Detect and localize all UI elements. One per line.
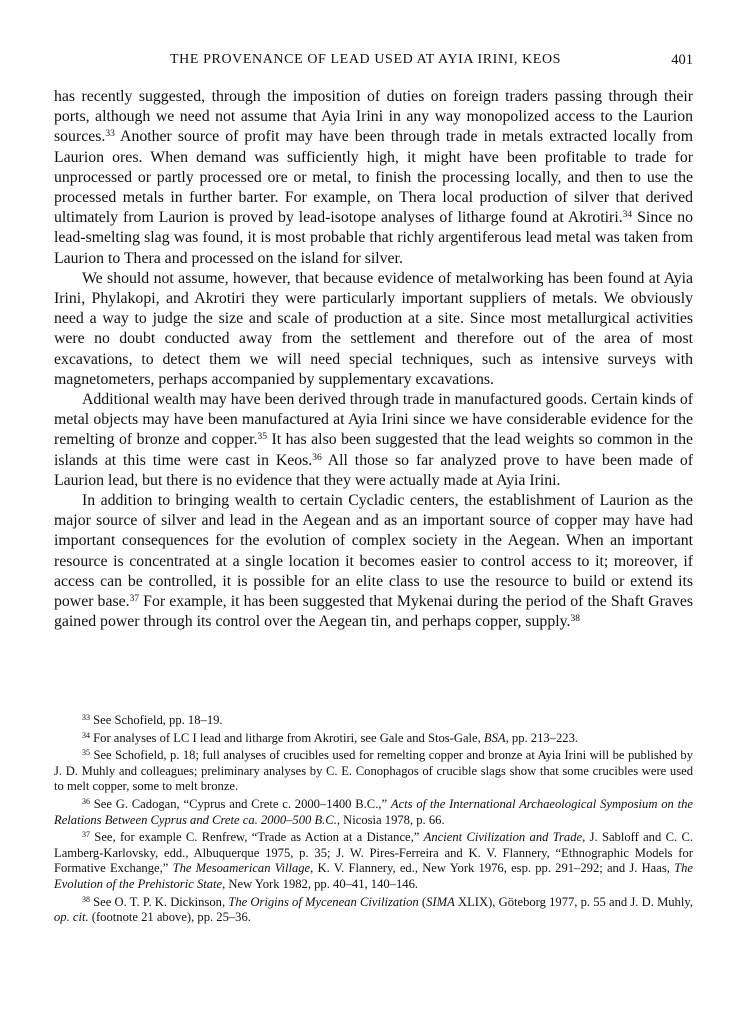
footnote-number: 37 [82, 830, 90, 840]
footnote-text: XLIX), Göteborg 1977, p. 55 and J. D. Muhly, [454, 894, 693, 909]
footnote-34 [54, 731, 693, 747]
paragraph-3 [54, 390, 693, 491]
footnote-37 [54, 830, 693, 892]
footnote-text: See Schofield, p. 18; full analyses of crucibles used for remelting copper and bronze at Ayia Irini will be published by J. D. Muhly and colleagues; preliminary analyses by C. E. Conophagos of crucible slags show that some crucibles were used to melt copper, some to melt bronze. [54, 748, 693, 794]
footnote-italic: Ancient Civilization and Trade [423, 830, 583, 845]
paragraph-2: We should not assume, however, that because evidence of metalworking has been found at Ayia Irini, Phylakopi, and Akrotiri they were particularly important suppliers of metals. We obviously need a way to judge the size and scale of production at a site. Since most metallurgical activities were no doubt conducted away from the settlement and therefore out of the area of most excavations, to detect them we will need special techniques, such as intensive surveys with magnetometers, perhaps accompanied by supplementary excavations. [54, 269, 693, 388]
footnote-text: , pp. 213–223. [505, 730, 579, 745]
footnote-35 [54, 748, 693, 795]
footnote-ref-36: 36 [312, 452, 322, 463]
paragraph-4 [54, 491, 693, 632]
paragraph-3-text-b: It has also been suggested that the lead weights so common in the islands at this time were cast in Keos. [54, 431, 693, 469]
footnote-38 [54, 895, 693, 926]
footnote-ref-33: 33 [105, 129, 115, 140]
footnote-text: See Schofield, pp. 18–19. [90, 713, 223, 727]
footnote-text: See G. Cadogan, “Cyprus and Crete c. 2000–1400 B.C.,” [90, 796, 391, 811]
footnote-text: , Nicosia 1978, p. 66. [336, 812, 445, 827]
paragraph-4-text-a: In addition to bringing wealth to certain Cycladic centers, the establishment of Laurion as the major source of silver and lead in the Aegean and as an important source of copper may have had important consequences for the evolution of complex society in the Aegean. When an important resource is concentrated at a single location it becomes easier to control access to it; moreover, if access can be controlled, it is possible for an elite class to use the resource to build or extend its power base. [54, 492, 693, 611]
footnote-36 [54, 797, 693, 828]
footnote-text: , K. V. Flannery, ed., New York 1976, esp. pp. 291–292; and J. Haas, [310, 861, 675, 876]
footnote-italic: The Evolution of the Prehistoric State [54, 861, 693, 891]
footnote-33 [54, 713, 693, 729]
footnote-number: 35 [82, 748, 90, 758]
footnote-ref-35: 35 [257, 432, 267, 443]
footnote-number: 38 [82, 894, 90, 904]
paragraph-1 [54, 87, 693, 269]
footnotes [54, 713, 693, 928]
footnote-number: 34 [82, 730, 90, 740]
page-number: 401 [671, 52, 693, 68]
footnote-ref-34: 34 [622, 210, 633, 221]
paragraph-1-text-c: Since no lead-smelting slag was found, it is most probable that richly argentiferous lead metal was taken from Laurion to Thera and processed on the island for silver. [54, 209, 694, 267]
footnote-italic: op. cit. [54, 910, 89, 925]
footnote-italic: The Origins of Mycenean Civilization [228, 894, 419, 909]
footnote-text: See O. T. P. K. Dickinson, [90, 894, 229, 909]
footnote-italic: The Mesoamerican Village [172, 861, 311, 876]
footnote-text: (footnote 21 above), pp. 25–36. [88, 910, 251, 925]
paragraph-3-text-c: All those so far analyzed prove to have been made of Laurion lead, but there is no evidence that they were actually made at Ayia Irini. [54, 451, 693, 489]
footnote-number: 33 [82, 713, 90, 722]
footnote-italic: BSA [483, 730, 506, 745]
paragraph-1-text-a: has recently suggested, through the imposition of duties on foreign traders passing through their ports, although we need not assume that Ayia Irini in any way monopolized access to the Laurion sources. [54, 88, 693, 146]
footnote-text: , J. Sabloff and C. C. Lamberg-Karlovsky, edd., Albuquerque 1975, p. 35; J. W. Pires-Ferreira and K. V. Flannery, “Ethnographic Models for Formative Exchange,” [54, 830, 693, 876]
paragraph-3-text-a: Additional wealth may have been derived through trade in manufactured goods. Certain kinds of metal objects may have been manufactured at Ayia Irini since we have considerable evidence for the remelting of bronze and copper. [54, 391, 693, 449]
footnote-number: 36 [82, 796, 90, 806]
running-title: THE PROVENANCE OF LEAD USED AT AYIA IRINI, KEOS [170, 52, 562, 67]
paragraph-4-text-b: For example, it has been suggested that Mykenai during the period of the Shaft Graves gained power through its control over the Aegean tin, and perhaps copper, supply. [54, 593, 694, 631]
footnote-ref-38: 38 [570, 614, 580, 625]
running-header [54, 52, 693, 72]
body-text [54, 87, 693, 632]
footnote-text: For analyses of LC I lead and litharge from Akrotiri, see Gale and Stos-Gale, [90, 730, 484, 745]
paragraph-1-text-b: Another source of profit may have been through trade in metals extracted locally from Laurion ores. When demand was sufficiently high, it might have been profitable to trade for unprocessed or partly processed ore or metal, to finish the processing locally, and then to use the processed metals in further barter. For example, on Thera local production of silver that derived ultimately from Laurion is proved by lead-isotope analyses of litharge found at Akrotiri. [54, 128, 693, 227]
footnote-text: See, for example C. Renfrew, “Trade as Action at a Distance,” [90, 830, 424, 845]
footnote-text: , New York 1982, pp. 40–41, 140–146. [222, 876, 419, 891]
footnote-italic: SIMA [426, 894, 455, 909]
footnote-ref-37: 37 [129, 594, 140, 605]
footnote-italic: Acts of the International Archaeological Symposium on the Relations Between Cyprus and Crete ca. 2000–500 B.C. [54, 796, 693, 827]
footnote-text: ( [418, 894, 427, 909]
